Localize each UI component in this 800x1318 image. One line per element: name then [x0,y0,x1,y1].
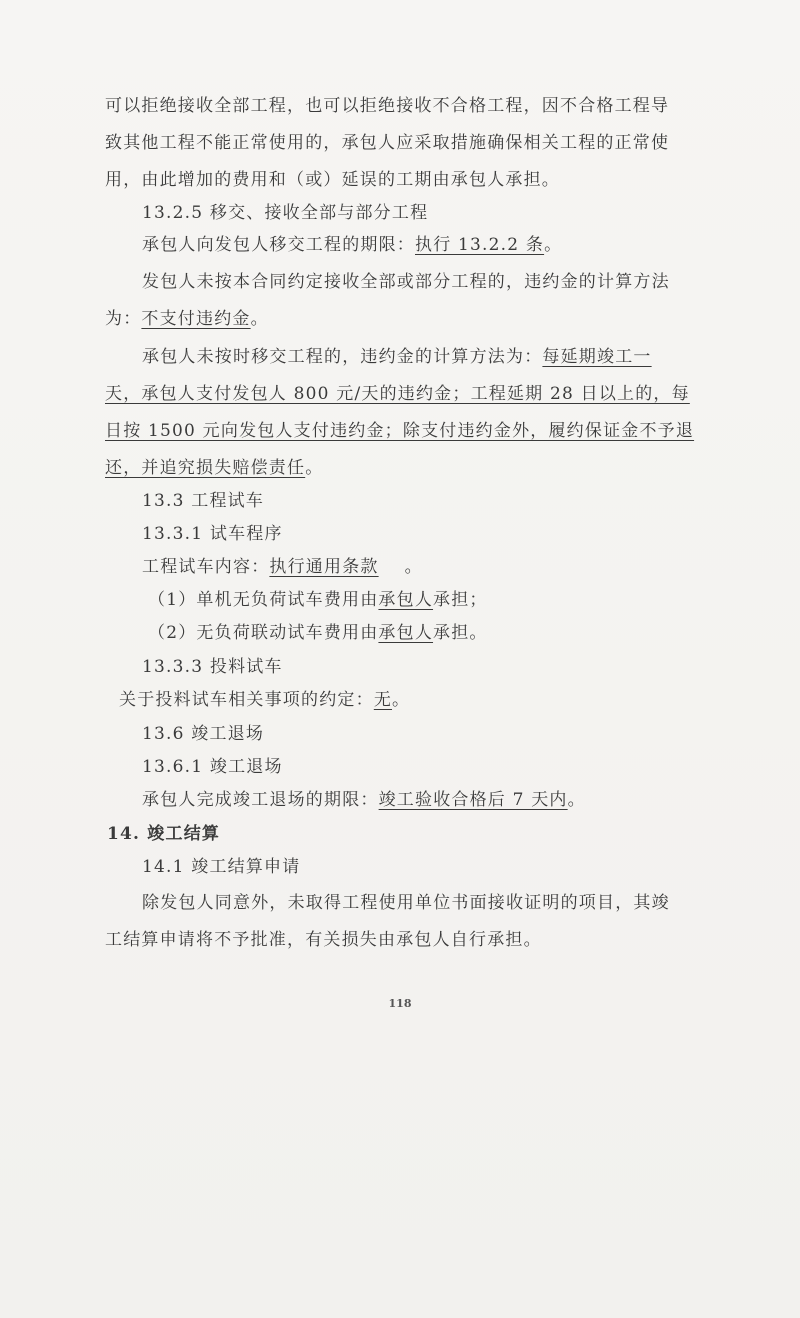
paragraph-line: 除发包人同意外，未取得工程使用单位书面接收证明的项目，其竣 [142,893,670,913]
trial-item-end: 承担； [433,590,488,610]
employer-penalty-value-line [105,308,269,330]
employer-penalty-label: 为： [105,309,142,329]
feed-trial-label: 关于投料试车相关事项的约定： [119,690,374,710]
section-title-13-6: 13.6 竣工退场 [142,724,265,744]
section-title-13-3-3: 13.3.3 投料试车 [142,657,283,677]
contractor-penalty-line [105,383,690,405]
exit-deadline-line [142,789,586,811]
section-title-13-3: 13.3 工程试车 [142,491,265,511]
paragraph-line: 致其他工程不能正常使用的，承包人应采取措施确保相关工程的正常使 [105,133,670,153]
section-heading-14: 14. 竣工结算 [107,824,221,844]
handover-deadline-value: 执行 13.2.2 条 [415,235,545,255]
trial-item-end: 承担。 [433,623,488,643]
paragraph-line: 工结算申请将不予批准，有关损失由承包人自行承担。 [105,930,542,950]
trial-item-2 [148,622,488,644]
section-title-14-1: 14.1 竣工结算申请 [142,857,301,877]
contractor-penalty-line [105,420,694,442]
punctuation: 。 [544,235,563,255]
trial-content-line [142,556,423,578]
handover-deadline-label: 承包人向发包人移交工程的期限： [142,235,415,255]
section-title-13-6-1: 13.6.1 竣工退场 [142,757,283,777]
trial-content-value: 执行通用条款 [269,557,379,577]
exit-deadline-value: 竣工验收合格后 7 天内 [378,790,568,810]
contractor-penalty-line [105,457,323,479]
trial-item-value: 承包人 [378,590,434,610]
trial-item-label: （2）无负荷联动试车费用由 [148,623,379,643]
punctuation: 。 [392,690,411,710]
employer-penalty-line: 发包人未按本合同约定接收全部或部分工程的，违约金的计算方法 [142,272,670,292]
trial-content-label: 工程试车内容： [142,557,270,577]
punctuation: 。 [305,458,324,478]
feed-trial-line [119,689,410,711]
paragraph-line: 用，由此增加的费用和（或）延误的工期由承包人承担。 [105,170,560,190]
section-title-13-2-5: 13.2.5 移交、接收全部与部分工程 [142,203,429,223]
contractor-penalty-label: 承包人未按时移交工程的，违约金的计算方法为： [142,347,543,367]
contractor-penalty-line [142,346,652,368]
trial-item-label: （1）单机无负荷试车费用由 [148,590,379,610]
contractor-penalty-value: 天，承包人支付发包人 800 元/天的违约金；工程延期 28 日以上的，每 [105,384,690,404]
contractor-penalty-value: 每延期竣工一 [542,347,652,367]
employer-penalty-value: 不支付违约金 [141,309,251,329]
contractor-penalty-value: 日按 1500 元向发包人支付违约金；除支付违约金外，履约保证金不予退 [105,421,695,441]
feed-trial-value: 无 [373,690,393,710]
contractor-penalty-value: 还，并追究损失赔偿责任 [105,458,306,478]
punctuation: 。 [404,557,423,577]
punctuation: 。 [250,309,269,329]
trial-item-value: 承包人 [378,623,434,643]
handover-deadline-line [142,234,562,256]
exit-deadline-label: 承包人完成竣工退场的期限： [142,790,379,810]
trial-item-1 [148,589,488,611]
section-title-13-3-1: 13.3.1 试车程序 [142,524,283,544]
punctuation: 。 [567,790,586,810]
paragraph-line: 可以拒绝接收全部工程，也可以拒绝接收不合格工程，因不合格工程导 [105,96,670,116]
page-number: 118 [388,997,412,1010]
